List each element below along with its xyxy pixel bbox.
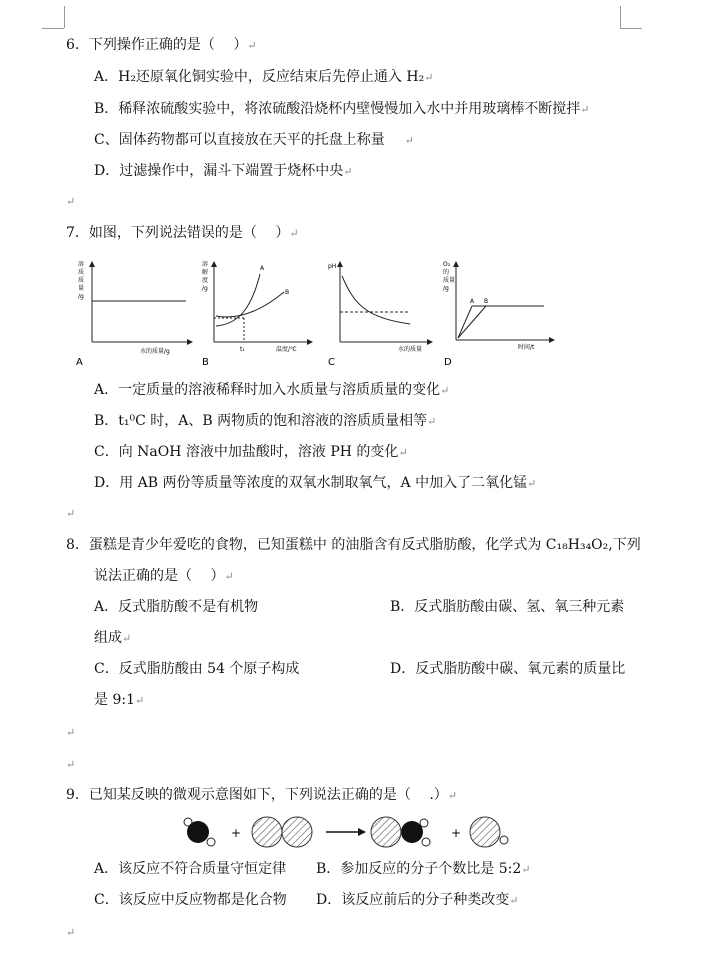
graph-d-ylabel-1: O₂ xyxy=(443,261,451,268)
q9-option-b: B．参加反应的分子个数比是 5:2↵ xyxy=(316,861,531,877)
q6-option-d: D．过滤操作中，漏斗下端置于烧杯中央↵ xyxy=(94,163,353,179)
graph-c-ylabel: pH xyxy=(328,263,337,270)
q8-stem-line2: 说法正确的是（ ）↵ xyxy=(94,568,234,584)
graph-b-ylabel-1: 溶 xyxy=(202,261,209,268)
graph-d-label: D xyxy=(444,357,452,368)
q7-graphs-figure xyxy=(70,254,570,370)
graph-c xyxy=(328,262,432,368)
molecule-product-1 xyxy=(371,817,430,847)
paragraph-mark: ↵ xyxy=(66,726,76,739)
graph-b-t1: t₁ xyxy=(240,346,245,353)
graph-a-ylabel-5: /g xyxy=(78,293,84,300)
plus-sign: + xyxy=(231,826,242,840)
crop-mark-left xyxy=(64,6,65,28)
q9-reaction-diagram xyxy=(176,812,526,854)
graph-a-ylabel-1: 溶 xyxy=(78,261,85,268)
graph-d-curve-a: A xyxy=(470,298,475,305)
graph-b-curve-b: B xyxy=(285,289,290,296)
graph-a xyxy=(76,260,192,368)
q8-option-c: C．反式脂肪酸由 54 个原子构成 xyxy=(94,661,300,677)
crop-mark-right-h xyxy=(620,28,642,29)
q6-option-a: A．H₂还原氧化铜实验中，反应结束后先停止通入 H₂↵ xyxy=(94,69,434,85)
molecule-reactant-1 xyxy=(184,818,215,846)
paragraph-mark: ↵ xyxy=(66,507,76,520)
q9-option-c: C．该反应中反应物都是化合物 xyxy=(94,892,287,908)
q8-option-b-line1: B．反式脂肪酸由碳、氢、氧三种元素 xyxy=(390,599,625,615)
q8-option-b-line2: 组成↵ xyxy=(94,630,132,646)
molecule-reactant-2 xyxy=(252,817,312,847)
graph-b-curve-a: A xyxy=(260,265,265,272)
graph-b xyxy=(202,260,312,368)
graph-a-ylabel-2: 质 xyxy=(78,269,85,276)
graph-a-label: A xyxy=(76,357,83,368)
q8-stem-line1: 8．蛋糕是青少年爱吃的食物，已知蛋糕中 的油脂含有反式脂肪酸，化学式为 C₁₈H₃₄O₂,下列 xyxy=(66,537,641,553)
graph-c-label: C xyxy=(328,357,335,368)
reaction-arrow xyxy=(326,828,366,836)
q7-option-b: B．t₁⁰C 时，A、B 两物质的饱和溶液的溶质质量相等↵ xyxy=(94,413,437,429)
graph-d-xlabel: 时间/t xyxy=(518,344,535,351)
graph-b-xlabel: 温度/℃ xyxy=(276,346,297,353)
graph-c-xlabel: 水的质量 xyxy=(398,346,423,353)
graph-d xyxy=(443,261,554,368)
q9-option-d: D．该反应前后的分子种类改变↵ xyxy=(316,892,519,908)
graph-b-ylabel-2: 解 xyxy=(202,269,209,276)
paragraph-mark: ↵ xyxy=(66,758,76,771)
q9-option-a: A．该反应不符合质量守恒定律 xyxy=(94,861,287,877)
crop-mark-left-h xyxy=(42,28,64,29)
q7-option-a: A．一定质量的溶液稀释时加入水质量与溶质质量的变化↵ xyxy=(94,382,450,398)
q7-option-c: C．向 NaOH 溶液中加盐酸时，溶液 PH 的变化↵ xyxy=(94,444,408,460)
q6-option-c: C、固体药物都可以直接放在天平的托盘上称量 ↵ xyxy=(94,132,414,148)
graph-a-ylabel-3: 质 xyxy=(78,277,85,284)
q9-stem: 9．已知某反映的微观示意图如下，下列说法正确的是（ .）↵ xyxy=(66,787,458,803)
paragraph-mark: ↵ xyxy=(66,926,76,939)
q8-option-d-line1: D．反式脂肪酸中碳、氧元素的质量比 xyxy=(390,661,626,677)
paragraph-mark: ↵ xyxy=(66,195,76,208)
graph-d-ylabel-2: 的 xyxy=(443,269,450,276)
plus-sign: + xyxy=(451,826,462,840)
q8-option-a: A．反式脂肪酸不是有机物 xyxy=(94,599,259,615)
q7-stem: 7．如图，下列说法错误的是（ ）↵ xyxy=(66,225,299,241)
graph-d-ylabel-4: /g xyxy=(443,285,449,292)
graph-a-ylabel-4: 量 xyxy=(78,285,85,292)
graph-d-curve-b: B xyxy=(484,298,489,305)
molecule-product-2 xyxy=(470,817,508,847)
graph-b-label: B xyxy=(202,357,209,368)
graph-a-xlabel: 水的质量/g xyxy=(140,348,170,355)
q6-option-b: B．稀释浓硫酸实验中，将浓硫酸沿烧杯内壁慢慢加入水中并用玻璃棒不断搅拌↵ xyxy=(94,101,590,117)
graph-b-ylabel-3: 度 xyxy=(202,277,209,284)
graph-b-ylabel-4: /g xyxy=(202,285,208,292)
q6-stem: 6．下列操作正确的是（ ）↵ xyxy=(66,37,257,53)
graph-d-ylabel-3: 质量 xyxy=(443,277,456,284)
q8-option-d-line2: 是 9:1↵ xyxy=(94,692,145,708)
crop-mark-right xyxy=(620,6,621,28)
q7-option-d: D．用 AB 两份等质量等浓度的双氧水制取氧气，A 中加入了二氧化锰↵ xyxy=(94,475,537,491)
